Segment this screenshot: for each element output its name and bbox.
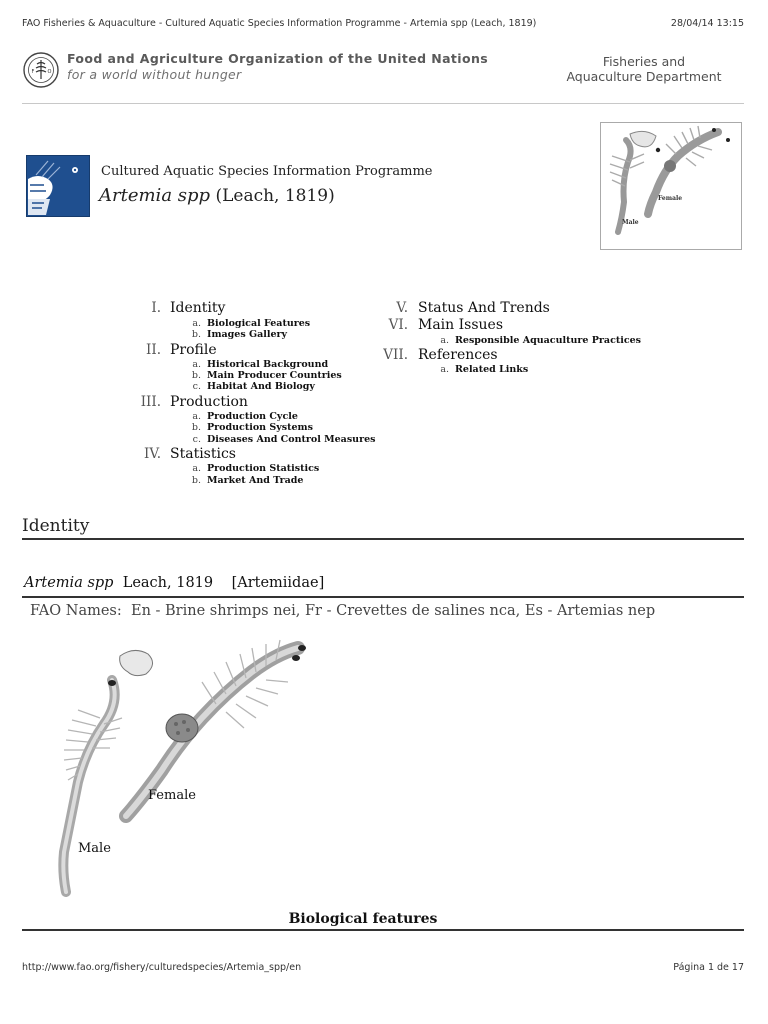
- org-tagline: for a world without hunger: [67, 67, 242, 82]
- toc-number: V.: [396, 300, 408, 316]
- species-name: Artemia spp: [99, 185, 211, 206]
- toc-section-profile[interactable]: Profile: [170, 342, 217, 358]
- figure-caption: Biological features: [288, 911, 438, 927]
- department-line-2: Aquaculture Department: [566, 69, 722, 84]
- toc-sub-historical-background[interactable]: a. Historical Background: [192, 359, 329, 370]
- toc-sub-related-links[interactable]: a. Related Links: [440, 364, 529, 375]
- fao-logo-icon[interactable]: [23, 52, 59, 88]
- toc-section-main-issues[interactable]: Main Issues: [418, 317, 504, 333]
- toc-sub-production-statistics[interactable]: a. Production Statistics: [192, 463, 320, 474]
- toc-sub-production-cycle[interactable]: a. Production Cycle: [192, 411, 298, 422]
- toc-number: I.: [151, 300, 161, 316]
- toc-sub-habitat-and-biology[interactable]: c. Habitat And Biology: [192, 381, 315, 392]
- programme-title: Cultured Aquatic Species Information Programme: [101, 164, 433, 179]
- scientific-name-rule: [22, 596, 744, 598]
- species-thumbnail[interactable]: [600, 122, 742, 250]
- department-name[interactable]: [556, 54, 732, 84]
- fao-names-line: [30, 603, 655, 619]
- toc-sub-main-producer-countries[interactable]: b. Main Producer Countries: [191, 370, 342, 381]
- toc-section-identity[interactable]: Identity: [170, 300, 226, 316]
- fao-names-values: En - Brine shrimps nei, Fr - Crevettes de salines nca, Es - Artemias nep: [130, 603, 656, 619]
- section-heading-identity: Identity: [22, 516, 90, 536]
- scientific-name: Artemia spp: [24, 575, 114, 591]
- toc-number: VI.: [388, 317, 408, 333]
- toc-sub-biological-features[interactable]: a. Biological Features: [192, 318, 311, 329]
- species-authority: (Leach, 1819): [215, 186, 335, 206]
- fao-names-label: FAO Names:: [30, 603, 122, 619]
- toc-sub-images-gallery[interactable]: b. Images Gallery: [191, 329, 288, 340]
- scientific-authority: Leach, 1819: [122, 575, 214, 591]
- figure-label-male: Male: [78, 841, 111, 856]
- banner-divider: [22, 103, 744, 104]
- toc-sub-responsible-aquaculture[interactable]: a. Responsible Aquaculture Practices: [440, 335, 642, 346]
- print-header: [22, 18, 744, 32]
- svg-text:F: F: [31, 69, 35, 75]
- caption-rule: [22, 929, 744, 931]
- thumbnail-label-male: Male: [622, 219, 639, 226]
- identity-heading-rule: [22, 538, 744, 540]
- artemia-illustration: [30, 632, 330, 900]
- toc-section-production[interactable]: Production: [170, 394, 248, 410]
- toc-sub-market-and-trade[interactable]: b. Market And Trade: [191, 475, 304, 486]
- toc-sub-production-systems[interactable]: b. Production Systems: [191, 422, 313, 433]
- toc-number: II.: [146, 342, 161, 358]
- svg-text:O: O: [47, 69, 52, 75]
- department-line-1: Fisheries and: [602, 54, 686, 69]
- figure-label-female: Female: [148, 788, 196, 803]
- page-number: Página 1 de 17: [673, 962, 744, 973]
- toc-number: IV.: [143, 446, 161, 462]
- toc-number: III.: [140, 394, 161, 410]
- org-name: Food and Agriculture Organization of the United Nations: [67, 51, 489, 66]
- toc-section-references[interactable]: References: [418, 347, 498, 363]
- toc-number: VII.: [383, 347, 408, 363]
- print-header-timestamp: 28/04/14 13:15: [670, 18, 744, 29]
- thumbnail-label-female: Female: [658, 195, 683, 202]
- print-header-title: FAO Fisheries & Aquaculture - Cultured Aquatic Species Information Programme - Artemia spp (Leach, 1819): [22, 18, 537, 29]
- page-url[interactable]: http://www.fao.org/fishery/culturedspecies/Artemia_spp/en: [22, 962, 302, 973]
- toc-sub-diseases-and-control[interactable]: c. Diseases And Control Measures: [192, 434, 376, 445]
- species-title: [99, 185, 335, 206]
- toc-section-status-and-trends[interactable]: Status And Trends: [418, 300, 550, 316]
- cultured-species-logo-icon: [26, 155, 90, 217]
- scientific-name-line: [24, 575, 324, 591]
- toc-section-statistics[interactable]: Statistics: [170, 446, 236, 462]
- family-name: [Artemiidae]: [231, 575, 325, 591]
